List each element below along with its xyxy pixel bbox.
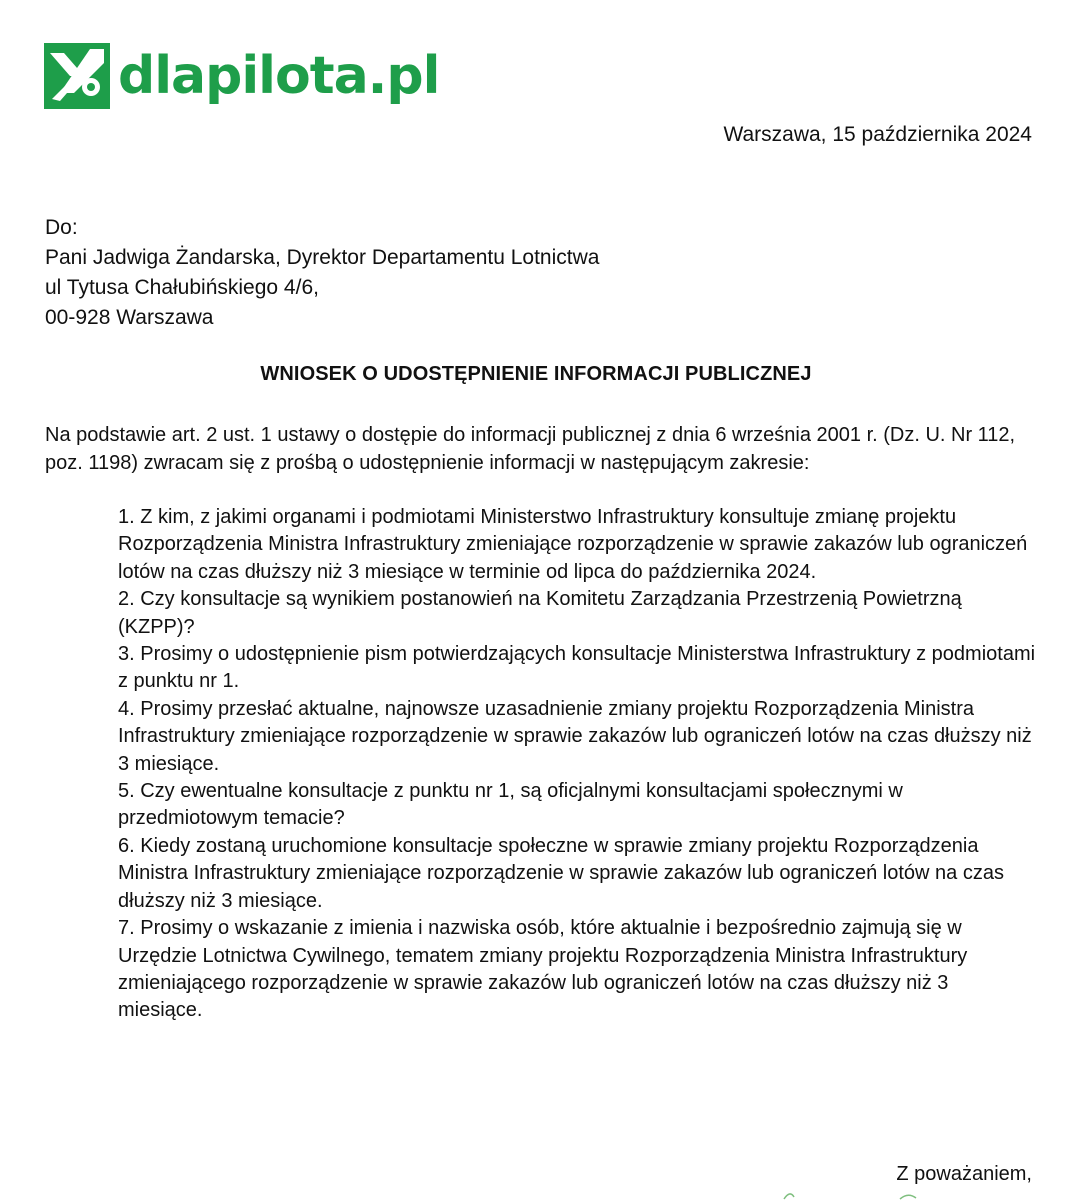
address-label: Do: <box>45 216 78 239</box>
list-item: 2. Czy konsultacje są wynikiem postanowień na Komitetu Zarządzania Przestrzenią Powietrzną (KZPP)? <box>118 588 962 638</box>
closing-text: Z poważaniem, <box>896 1163 1032 1185</box>
recipient-street: ul Tytusa Chałubińskiego 4/6, <box>45 276 319 299</box>
list-item: 1. Z kim, z jakimi organami i podmiotami Ministerstwo Infrastruktury konsultuje zmianę projektu Rozporządzenia Ministra Infrastruktury zmieniające rozporządzenie w sprawie zakazów lub ograniczeń lotów na czas dłuższy niż 3 miesiące w terminie od lipca do października 2024. <box>118 506 1028 583</box>
list-item: 6. Kiedy zostaną uruchomione konsultacje społeczne w sprawie zmiany projektu Rozporządzenia Ministra Infrastruktury zmieniające rozporządzenie w sprawie zakazów lub ograniczeń lotów na czas dłuższy niż 3 miesiące. <box>118 834 1004 912</box>
logo-text: dlapilota.pl <box>118 46 440 106</box>
request-list <box>118 504 1038 1025</box>
list-item: 5. Czy ewentualne konsultacje z punktu nr 1, są oficjalnymi konsultacjami społecznymi w przedmiotowym temacie? <box>118 780 903 830</box>
airplane-logo-icon <box>44 43 110 109</box>
recipient-city: 00-928 Warszawa <box>45 306 214 329</box>
recipient-name: Pani Jadwiga Żandarska, Dyrektor Departamentu Lotnictwa <box>45 246 600 269</box>
document-date: Warszawa, 15 października 2024 <box>723 123 1032 146</box>
recipient-address <box>45 213 599 333</box>
list-item: 4. Prosimy przesłać aktualne, najnowsze uzasadnienie zmiany projektu Rozporządzenia Ministra Infrastruktury zmieniające rozporządzenie w sprawie zakazów lub ograniczeń lotów na czas dłuższy niż 3 miesiące. <box>118 697 1032 775</box>
list-item: 7. Prosimy o wskazanie z imienia i nazwiska osób, które aktualnie i bezpośrednio zajmują się w Urzędzie Lotnictwa Cywilnego, tematem zmiany projektu Rozporządzenia Ministra Infrastruktury zmieniającego rozporządzenie w sprawie zakazów lub ograniczeń lotów na czas dłuższy niż 3 miesiące. <box>118 917 968 1022</box>
logo <box>44 42 439 110</box>
intro-paragraph: Na podstawie art. 2 ust. 1 ustawy o dostępie do informacji publicznej z dnia 6 września 2001 r. (Dz. U. Nr 112, poz. 1198) zwracam się z prośbą o udostępnienie informacji w następującym zakresie: <box>45 424 1016 474</box>
signature-mark <box>780 1188 920 1200</box>
list-item: 3. Prosimy o udostępnienie pism potwierdzających konsultacje Ministerstwa Infrastruktury z podmiotami z punktu nr 1. <box>118 643 1036 693</box>
document-title: WNIOSEK O UDOSTĘPNIENIE INFORMACJI PUBLICZNEJ <box>260 363 812 385</box>
